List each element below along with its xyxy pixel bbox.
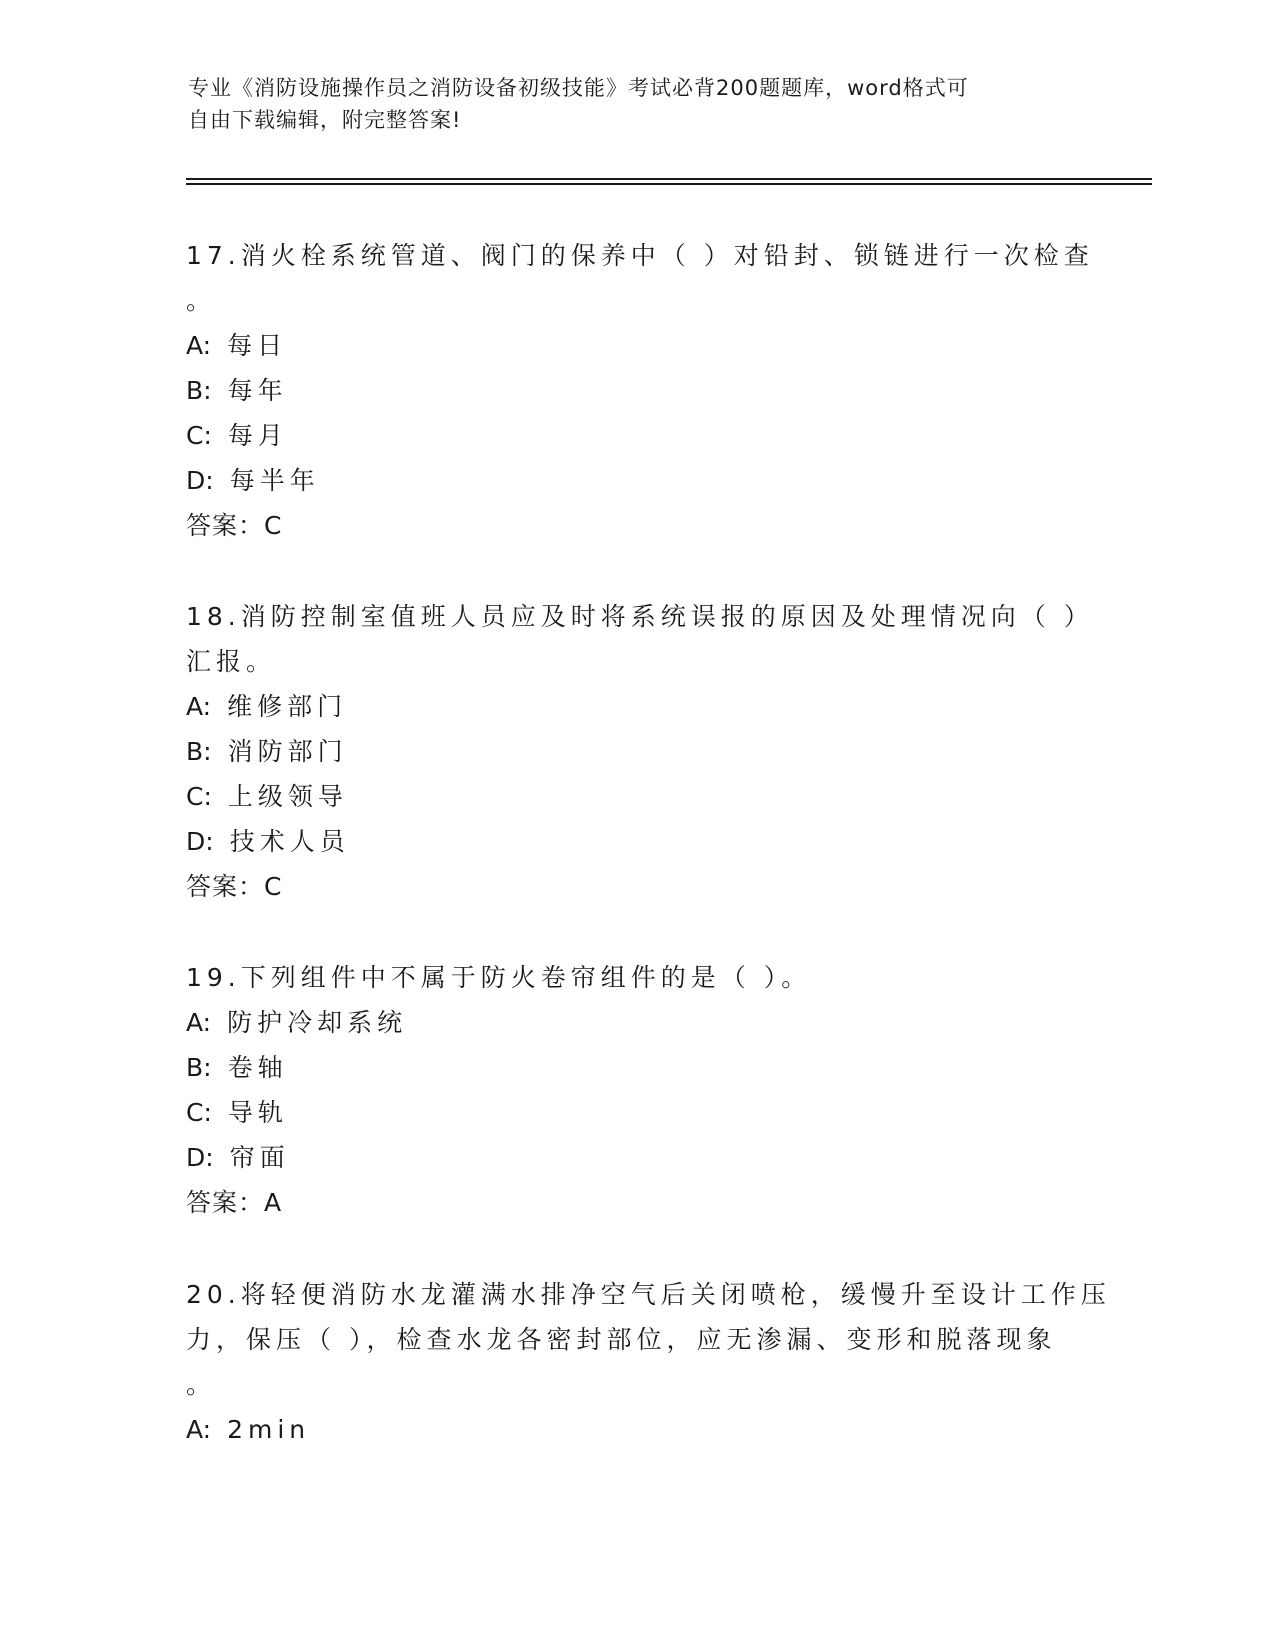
- option-text: 每月: [227, 421, 288, 450]
- option-d: [186, 1135, 1086, 1180]
- option-text: 每半年: [229, 466, 320, 495]
- question-stem-line: 17.消火栓系统管道、阀门的保养中（ ）对铅封、锁链进行一次检查: [186, 241, 1094, 270]
- question-stem-line: 18.消防控制室值班人员应及时将系统误报的原因及处理情况向（ ）: [186, 602, 1094, 631]
- option-text: 防护冷却系统: [227, 1008, 408, 1037]
- option-text: 每日: [227, 331, 288, 360]
- question-stem-line: 19.下列组件中不属于防火卷帘组件的是（ ）。: [186, 963, 812, 992]
- header-divider-top: [186, 178, 1152, 180]
- option-letter: D:: [186, 1143, 214, 1172]
- option-b: [186, 729, 1086, 774]
- option-letter: C:: [186, 1098, 212, 1127]
- question-stem-line: 20.将轻便消防水龙灌满水排净空气后关闭喷枪，缓慢升至设计工作压: [186, 1280, 1111, 1309]
- question-stem-line: 力，保压（ ），检查水龙各密封部位，应无渗漏、变形和脱落现象: [186, 1325, 1057, 1354]
- option-text: 消防部门: [227, 737, 348, 766]
- question-17: [186, 233, 1094, 548]
- option-letter: B:: [186, 376, 212, 405]
- option-letter: A:: [186, 1415, 212, 1444]
- option-a: [186, 1407, 1086, 1452]
- option-d: [186, 819, 1086, 864]
- option-text: 导轨: [227, 1098, 288, 1127]
- option-text: 技术人员: [229, 827, 350, 856]
- option-letter: D:: [186, 466, 214, 495]
- question-19: [186, 955, 1086, 1225]
- option-b: [186, 368, 1086, 413]
- option-text: 卷轴: [227, 1053, 288, 1082]
- option-a: [186, 684, 1086, 729]
- option-text: 每年: [227, 376, 288, 405]
- option-text: 维修部门: [227, 692, 348, 721]
- option-d: [186, 458, 1086, 503]
- option-letter: C:: [186, 782, 212, 811]
- question-stem-line: 。: [186, 286, 217, 315]
- answer-line: 答案：C: [186, 511, 283, 540]
- option-letter: D:: [186, 827, 214, 856]
- option-c: [186, 774, 1086, 819]
- option-c: [186, 1090, 1086, 1135]
- option-c: [186, 413, 1086, 458]
- document-header: [188, 72, 1088, 136]
- option-b: [186, 1045, 1086, 1090]
- question-stem-line: 汇报。: [186, 647, 277, 676]
- question-20: [186, 1272, 1111, 1452]
- header-line-1: 专业《消防设施操作员之消防设备初级技能》考试必背200题题库，word格式可: [188, 76, 969, 100]
- answer-line: 答案：A: [186, 1188, 283, 1217]
- option-text: 帘面: [229, 1143, 290, 1172]
- option-text: 上级领导: [227, 782, 348, 811]
- option-a: [186, 323, 1086, 368]
- header-line-2: 自由下载编辑，附完整答案!: [188, 108, 462, 132]
- option-letter: A:: [186, 331, 212, 360]
- option-text: 2min: [227, 1415, 311, 1444]
- question-stem-line: 。: [186, 1370, 217, 1399]
- option-letter: A:: [186, 1008, 212, 1037]
- option-letter: B:: [186, 737, 212, 766]
- option-letter: B:: [186, 1053, 212, 1082]
- question-18: [186, 594, 1094, 909]
- option-letter: A:: [186, 692, 212, 721]
- option-a: [186, 1000, 1086, 1045]
- header-divider-bottom: [186, 183, 1152, 185]
- answer-line: 答案：C: [186, 872, 283, 901]
- option-letter: C:: [186, 421, 212, 450]
